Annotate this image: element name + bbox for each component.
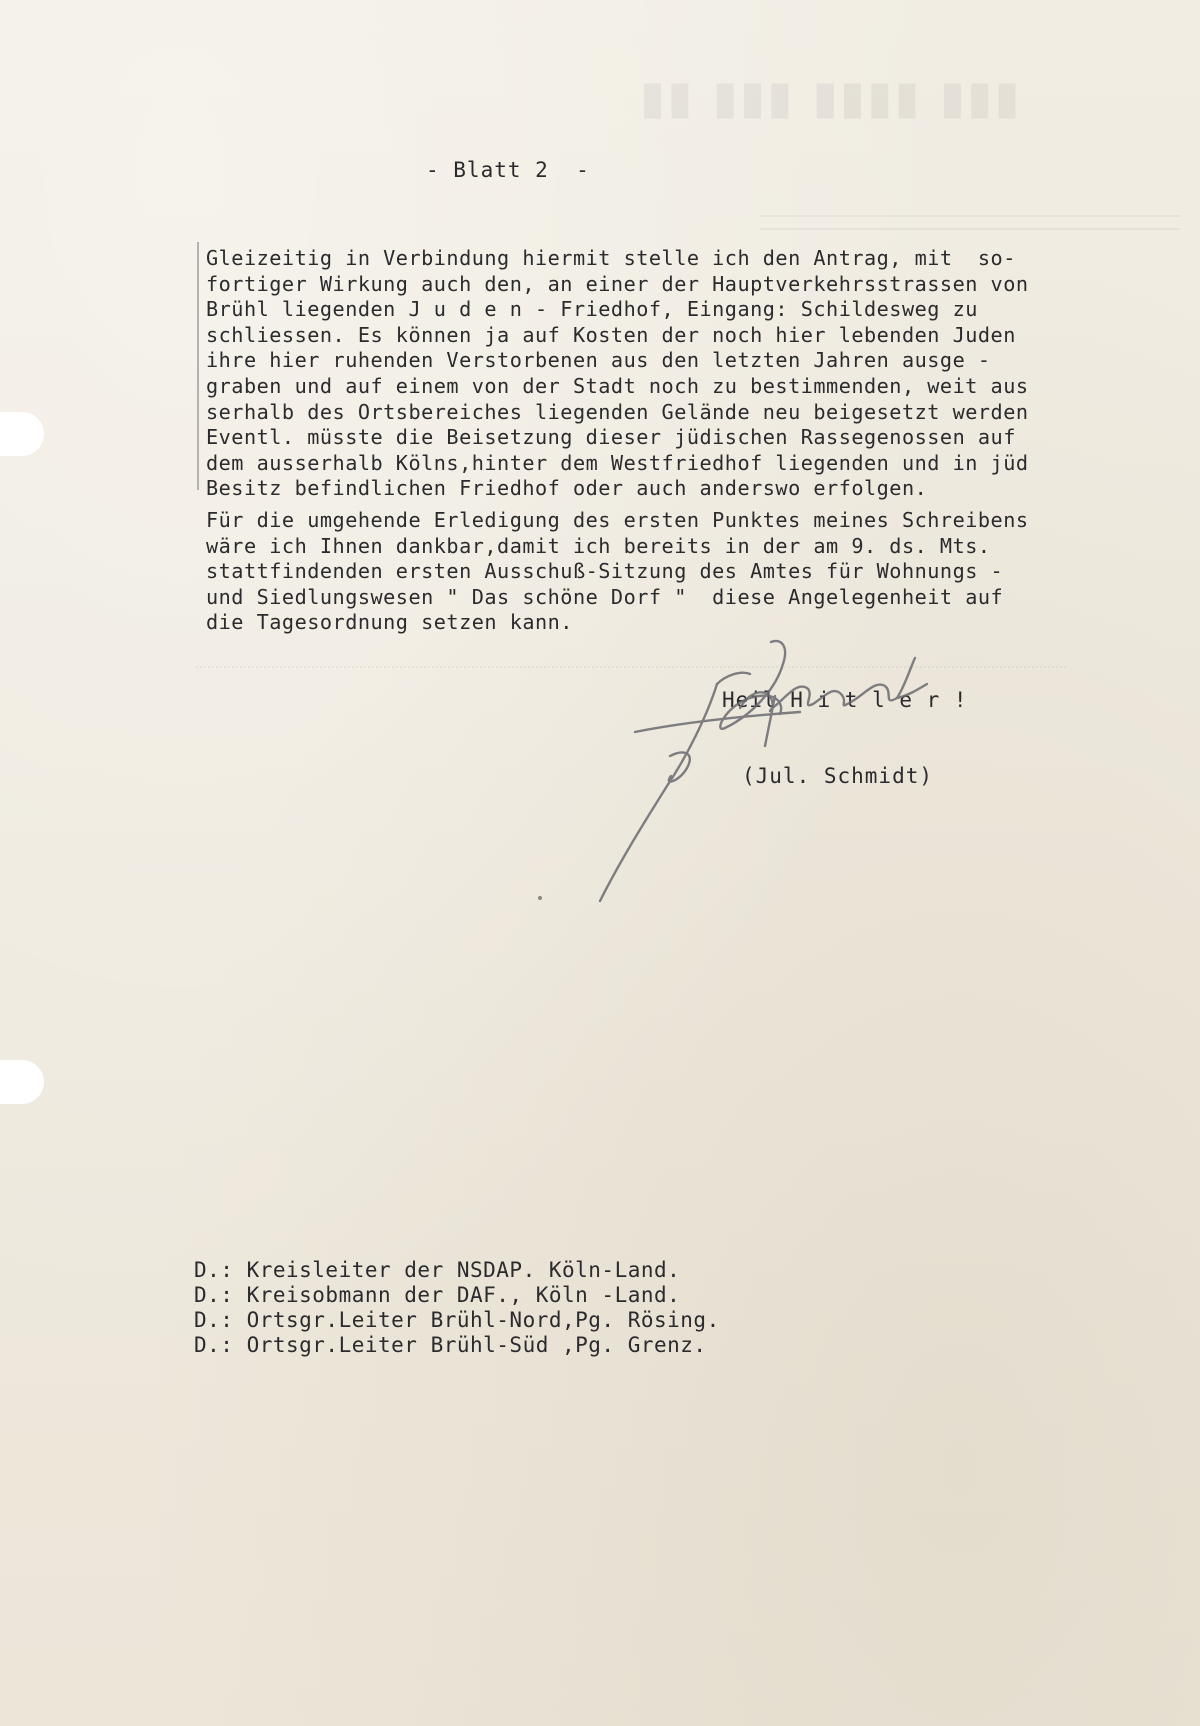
body-line: serhalb des Ortsbereiches liegenden Gelände neu beigesetzt werden: [206, 399, 1029, 424]
body-line: Brühl liegenden J u d e n - Friedhof, Eingang: Schildesweg zu: [206, 297, 978, 322]
signer-name: (Jul. Schmidt): [742, 764, 934, 788]
paragraph-1: [206, 246, 1196, 502]
bleed-through-rule: [760, 215, 1180, 217]
body-line: und Siedlungswesen " Das schöne Dorf " diese Angelegenheit auf: [206, 584, 1004, 609]
punch-hole: [0, 1060, 44, 1104]
closing-greeting: Heil H i t l e r !: [722, 688, 968, 712]
body-line: schliessen. Es können ja auf Kosten der noch hier lebenden Juden: [206, 322, 1016, 347]
body-line: graben und auf einem von der Stadt noch zu bestimmenden, weit aus: [206, 373, 1029, 398]
ink-speck: [538, 896, 542, 900]
paragraph-2: [206, 508, 1196, 636]
distribution-entry: D.: Ortsgr.Leiter Brühl-Nord,Pg. Rösing.: [194, 1308, 720, 1332]
body-line: Eventl. müsste die Beisetzung dieser jüdischen Rassegenossen auf: [206, 425, 1016, 450]
body-line: Besitz befindlichen Friedhof oder auch anderswo erfolgen.: [206, 476, 928, 501]
bleed-through-letterhead: ▮▮ ▮▮▮ ▮▮▮▮ ▮▮▮: [640, 70, 1022, 124]
page-header: - Blatt 2 -: [426, 158, 590, 182]
body-line: Gleizeitig in Verbindung hiermit stelle ich den Antrag, mit so-: [206, 246, 1016, 270]
distribution-entry: D.: Ortsgr.Leiter Brühl-Süd ,Pg. Grenz.: [194, 1333, 707, 1357]
body-line: Für die umgehende Erledigung des ersten Punktes meines Schreibens: [206, 507, 1029, 532]
distribution-entry: D.: Kreisobmann der DAF., Köln -Land.: [194, 1283, 681, 1307]
letter-body: [206, 246, 1196, 636]
distribution-list: [194, 1258, 720, 1358]
bleed-through-rule: [760, 228, 1180, 230]
body-line: die Tagesordnung setzen kann.: [206, 610, 573, 635]
body-line: dem ausserhalb Kölns,hinter dem Westfriedhof liegenden und in jüd: [206, 450, 1029, 475]
distribution-entry: D.: Kreisleiter der NSDAP. Köln-Land.: [194, 1258, 681, 1282]
body-line: ihre hier ruhenden Verstorbenen aus den letzten Jahren ausge -: [206, 348, 991, 373]
body-line: wäre ich Ihnen dankbar,damit ich bereits in der am 9. ds. Mts.: [206, 533, 991, 558]
margin-mark: [197, 242, 199, 490]
body-line: stattfindenden ersten Ausschuß-Sitzung des Amtes für Wohnungs -: [206, 559, 1004, 584]
body-line: fortiger Wirkung auch den, an einer der Hauptverkehrsstrassen von: [206, 271, 1029, 296]
punch-hole: [0, 412, 44, 456]
